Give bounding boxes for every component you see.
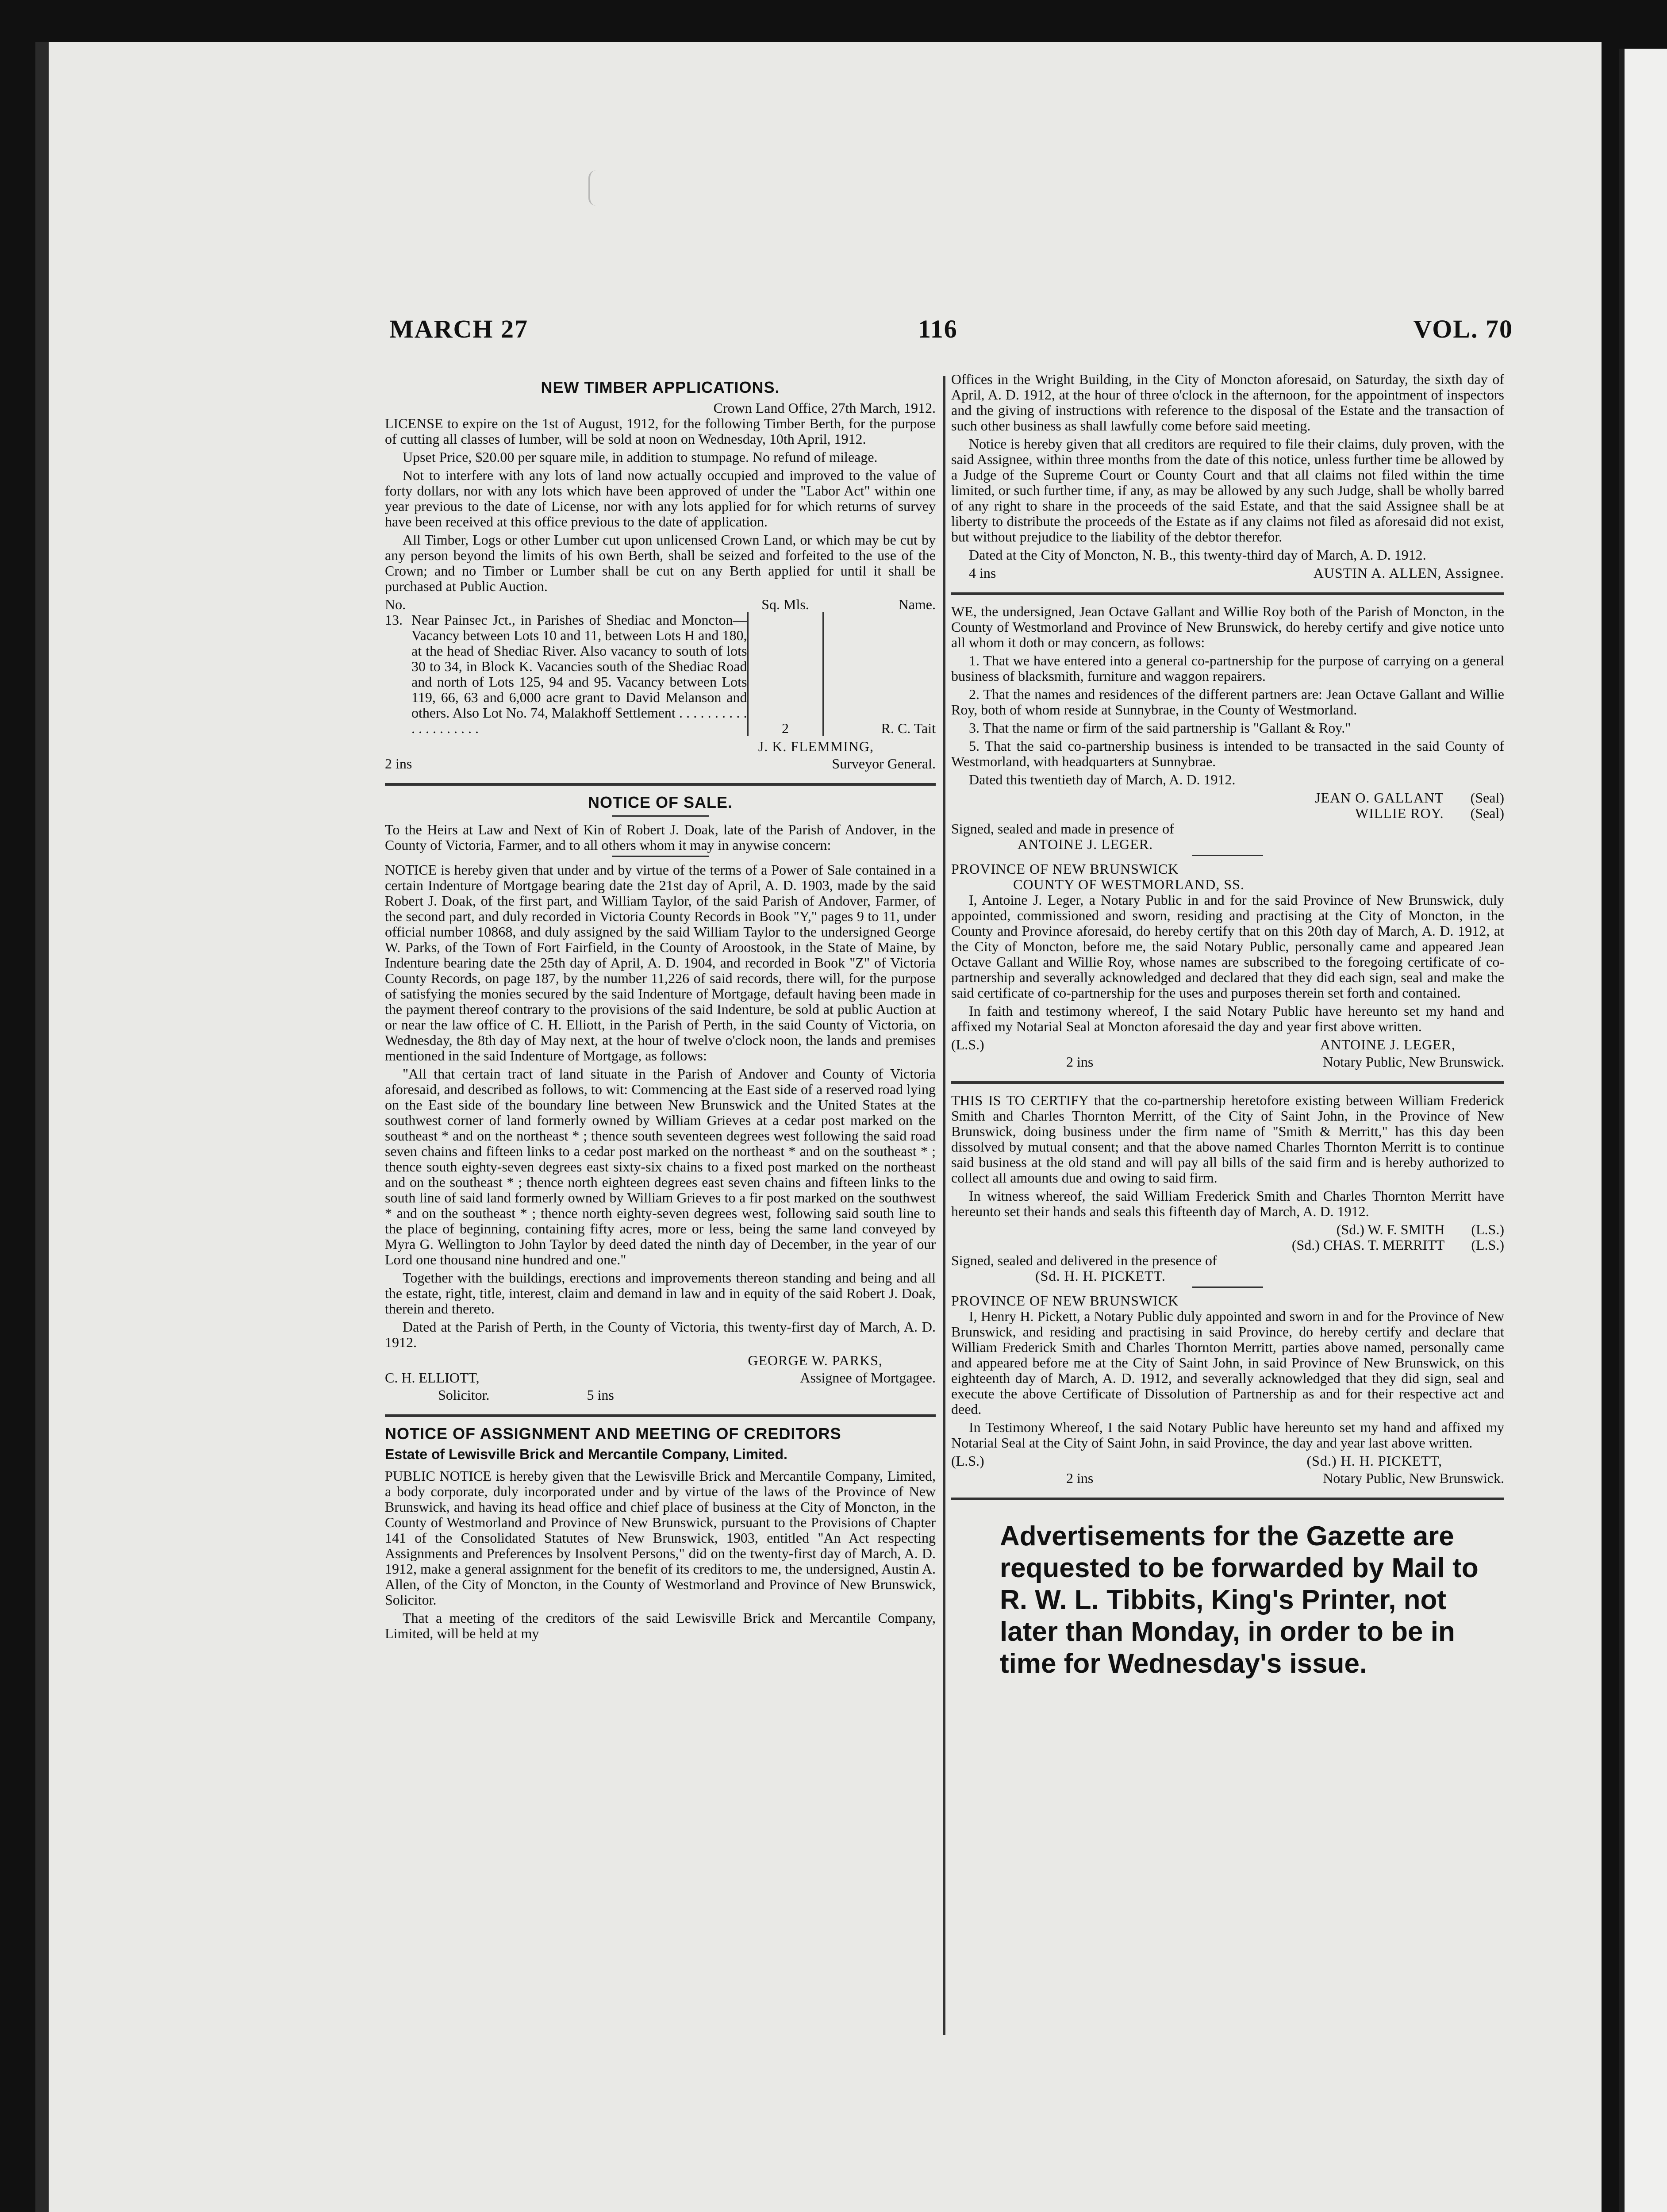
partnership-item-5: 5. That the said co-partnership business is intended to be transacted in the said County of Westmorland, with headquarters at Sunnybrae. <box>951 738 1504 769</box>
partnership-dated: Dated this twentieth day of March, A. D. 1912. <box>969 772 1236 787</box>
dissolution-sig-1 <box>951 1222 1504 1237</box>
seal-1: (Seal) <box>1470 790 1504 806</box>
partnership-witness-name: ANTOINE J. LEGER. <box>1018 836 1153 852</box>
timber-para-2: Upset Price, $20.00 per square mile, in addition to stumpage. No refund of mileage. <box>403 449 878 465</box>
ls-merritt: (L.S.) <box>1471 1237 1504 1253</box>
timber-signer: J. K. FLEMMING, <box>758 738 874 754</box>
entry-name: R. C. Tait <box>881 720 936 736</box>
partnership-notary-title: Notary Public, New Brunswick. <box>1323 1054 1504 1070</box>
title-underline <box>612 815 709 817</box>
volume-number: VOL. 70 <box>1413 315 1513 343</box>
dissolution-para-2: In witness whereof, the said William Frederick Smith and Charles Thornton Merritt have hereunto set their hands and seals this fifteenth day of March, A. D. 1912. <box>951 1188 1504 1219</box>
partnership-sig-2 <box>951 806 1504 821</box>
col-sq: Sq. Mls. <box>761 596 809 612</box>
dissolution-notary-line <box>951 1453 1504 1469</box>
timber-title: NEW TIMBER APPLICATIONS. <box>541 378 780 396</box>
assignment-para-4: Notice is hereby given that all creditors are required to file their claims, duly proven, with the said Assignee, within three months from the date of this notice, unless further time be allowed by a Judge of the Supreme Court or County Court and that all claims not filed within the time limited, or such further time, if any, as may be allowed by any such Judge, shall be wholly barred of any right to share in the proceeds of the said Estate, and that the said Assignee shall be at liberty to distribute the proceeds of the Estate as if any claims not filed as aforesaid did not exist, but without prejudice to the liability of the debtor therefor. <box>951 436 1504 545</box>
table-row <box>385 612 936 736</box>
address-underline <box>612 856 709 857</box>
partnership-notary-footer <box>951 1054 1504 1070</box>
timber-para-1: LICENSE to expire on the 1st of August, 1912, for the following Timber Berth, for the purpose of cutting all classes of lumber, will be sold at noon on Wednesday, 10th April, 1912. <box>385 415 936 447</box>
dissolution-notary-footer <box>951 1471 1504 1486</box>
entry-sq: 2 <box>748 612 823 736</box>
sale-footer-1 <box>385 1370 936 1386</box>
entry-desc: Near Painsec Jct., in Parishes of Shediac and Moncton—Vacancy between Lots 10 and 11, between Lots H and 180, at the head of Shediac River. Also vacancy to south of lots 30 to 34, in Block K. Vacancies south of the Shediac Road and north of Lots 125, 94 and 95. Vacancy between Lots 119, 66, 63 and 6,000 acre grant to David Melanson and others. Also Lot No. 74, Malakhoff Settlement . . . . . . . . . . . . . . . . . . . . <box>411 612 747 736</box>
assignment-para-5: Dated at the City of Moncton, N. B., this twenty-third day of March, A. D. 1912. <box>969 547 1426 563</box>
timber-table-header <box>385 597 936 612</box>
timber-table <box>385 597 936 736</box>
ls-smith: (L.S.) <box>1471 1221 1504 1237</box>
sale-notice <box>385 795 936 1403</box>
column-divider <box>943 376 945 2035</box>
assignment-title: NOTICE OF ASSIGNMENT AND MEETING OF CREDITORS <box>385 1425 841 1443</box>
adjacent-page-edge <box>1619 49 1667 2212</box>
sale-solicitor-title: Solicitor. <box>438 1387 490 1403</box>
partnership-item-3: 3. That the name or firm of the said partnership is "Gallant & Roy." <box>969 720 1351 736</box>
sale-para-2: "All that certain tract of land situate in the Parish of Andover and County of Victoria aforesaid, and described as follows, to wit: Commencing at the East side of a reserved road lying on the East side of the boundary line between New Brunswick and the United States at the southwest corner of land formerly owned by William Grieves at a cedar post marked on the southeast * and on the northeast * ; thence south seventeen degrees west following the said road seven chains and fifteen links to a cedar post marked on the northeast * and on the southeast * ; thence south eighty-seven degrees east sixty-six chains to a fixed post marked on the northeast and on the southeast * ; thence north eighteen degrees east seven chains and fifteen links to the south line of said land formerly owned by William Grieves to a fir post marked on the southwest * and on the southeast * ; thence north eighty-seven degrees west, following said south line to the place of beginning, containing fifty acres, more or less, being the same land conveyed by Myra G. Wellington to John Taylor by deed dated the ninth day of December, in the year of our Lord one thousand nine hundred and one." <box>385 1066 936 1267</box>
timber-ins: 2 ins <box>385 756 412 772</box>
gazette-advert-notice: Advertisements for the Gazette are requested to be forwarded by Mail to R. W. L. Tibbits, King's Printer, not later than Monday, in order to be in time for Wednesday's issue. <box>1000 1521 1479 1679</box>
dissolution-para-1: THIS IS TO CERTIFY that the co-partnership heretofore existing between William Frederick Smith and Charles Thornton Merritt, of the City of Saint John, in the Province of New Brunswick, doing business under the firm name of "Smith & Merritt," has this day been dissolved by mutual consent; and that the above named Charles Thornton Merritt is to continue said business at the old stand and will pay all bills of the said firm and is hereby authorized to collect all amounts due and owing to said firm. <box>951 1092 1504 1186</box>
timber-para-4: All Timber, Logs or other Lumber cut upon unlicensed Crown Land, or which may be cut by any person beyond the limits of his own Berth, shall be seized and forfeited to the use of the Crown; and no Timber or Lumber shall be cut on any Berth applied for until it shall be purchased at Public Auction. <box>385 532 936 594</box>
dissolution-cert: I, Henry H. Pickett, a Notary Public duly appointed and sworn in and for the Province of New Brunswick, and residing and practising in said Province, do hereby certify and declare that William Frederick Smith and Charles Thornton Merritt, parties above named, personally came and appeared before me at the City of Saint John, in said Province of New Brunswick, on this eighteenth day of March, A. D. 1912, and severally acknowledged that they did sign, seal and execute the above Certificate of Dissolution of Partnership as and for their respective act and deed. <box>951 1308 1504 1417</box>
seal-2: (Seal) <box>1470 805 1504 821</box>
sale-address: To the Heirs at Law and Next of Kin of Robert J. Doak, late of the Parish of Andover, in the County of Victoria, Farmer, and to all others whom it may in anywise concern: <box>385 822 936 853</box>
partnership-ins: 2 ins <box>1066 1054 1094 1070</box>
partnership-faith: In faith and testimony whereof, I the said Notary Public have hereunto set my hand and affixed my Notarial Seal at Moncton aforesaid the day and year first above written. <box>951 1003 1504 1034</box>
assignment-footer <box>951 565 1504 581</box>
sale-title: NOTICE OF SALE. <box>588 793 733 811</box>
dissolution-ins: 2 ins <box>1066 1470 1094 1486</box>
dissolution-province: PROVINCE OF NEW BRUNSWICK <box>951 1293 1179 1309</box>
sale-para-1: NOTICE is hereby given that under and by virtue of the terms of a Power of Sale contained in a certain Indenture of Mortgage bearing date the 21st day of April, A. D. 1903, made by the said Robert J. Doak, of the first part, and William Taylor, of the said Parish of Andover, Farmer, of the second part, and duly recorded in Victoria County Records in Book "Y," pages 9 to 11, under official number 10868, and duly assigned by the said William Taylor to the undersigned George W. Parks, of the Town of Fort Fairfield, in the County of Aroostook, in the State of Maine, by Indenture bearing date the 25th day of April, A. D. 1904, and recorded in Book "Z" of Victoria County Records, on page 187, by the number 11,226 of said records, there will, for the purpose of satisfying the monies secured by the said Indenture of Mortgage, default having been made in the payment thereof contrary to the provisions of the said Indenture, be sold at public Auction at or near the law office of C. H. Elliott, in the Parish of Perth, in the said County of Victoria, on Wednesday, the 8th day of May next, at the hour of twelve o'clock noon, the lands and premises mentioned in the said Indenture of Mortgage, as follows: <box>385 862 936 1064</box>
timber-office-line: Crown Land Office, 27th March, 1912. <box>713 400 936 416</box>
entry-no: 13. <box>385 612 403 628</box>
signature-merritt: (Sd.) CHAS. T. MERRITT <box>1291 1237 1445 1253</box>
section-divider <box>951 1498 1504 1500</box>
partnership-county: COUNTY OF WESTMORLAND, SS. <box>1013 876 1244 892</box>
assignment-para-1: PUBLIC NOTICE is hereby given that the Lewisville Brick and Mercantile Company, Limited, a body corporate, duly incorporated under and by virtue of the laws of the Province of New Brunswick, and having its head office and chief place of business at the City of Moncton, in the County of Westmorland and Province of New Brunswick, pursuant to the Provisions of Chapter 141 of the Consolidated Statutes of New Brunswick, 1903, entitled "An Act respecting Assignments and Preferences by Insolvent Persons," did on the twenty-first day of March, A. D. 1912, make a general assignment for the benefit of its creditors to me, the undersigned, Austin A. Allen, of the City of Moncton, in the County of Westmorland and Province of New Brunswick, Solicitor. <box>385 1468 936 1608</box>
left-column <box>385 372 936 1644</box>
dissolution-witness-name: (Sd. H. H. PICKETT. <box>1035 1268 1166 1284</box>
dissolution-testimony: In Testimony Whereof, I the said Notary Public have hereunto set my hand and affixed my Notarial Seal at the City of Saint John, in said Province, the day and year last above written. <box>951 1419 1504 1451</box>
partnership-province: PROVINCE OF NEW BRUNSWICK <box>951 861 1179 877</box>
partnership-notary: ANTOINE J. LEGER, <box>1320 1037 1456 1052</box>
header-date: MARCH 27 <box>389 315 529 343</box>
section-divider <box>385 1414 936 1417</box>
section-divider <box>951 592 1504 595</box>
partnership-sig-1 <box>951 790 1504 806</box>
witness-underline <box>1192 1286 1263 1288</box>
page-mark <box>588 170 603 206</box>
sale-signer: GEORGE W. PARKS, <box>748 1352 883 1368</box>
sale-para-4: Dated at the Parish of Perth, in the County of Victoria, this twenty-first day of March, A. D. 1912. <box>385 1319 936 1350</box>
dissolution-sig-2 <box>951 1237 1504 1253</box>
timber-footer <box>385 756 936 772</box>
timber-signer-title: Surveyor General. <box>832 756 936 772</box>
partnership-item-2: 2. That the names and residences of the different partners are: Jean Octave Gallant and Willie Roy, both of whom reside at Sunnybrae, in the County of Westmorland. <box>951 686 1504 718</box>
page-header <box>389 314 1513 354</box>
page-number: 116 <box>918 315 958 343</box>
col-desc-blank <box>411 597 748 612</box>
partnership-witness: Signed, sealed and made in presence of <box>951 821 1174 837</box>
sale-para-3: Together with the buildings, erections and improvements thereon standing and being and all the estate, right, title, interest, claim and demand in law and in equity of the said Robert J. Doak, therein and thereto. <box>385 1270 936 1317</box>
partnership-notary-line <box>951 1037 1504 1052</box>
assignment-ins: 4 ins <box>969 565 996 581</box>
section-divider <box>951 1081 1504 1084</box>
dissolution-notary: (Sd.) H. H. PICKETT, <box>1306 1453 1442 1469</box>
partnership-para-1: WE, the undersigned, Jean Octave Gallant and Willie Roy both of the Parish of Moncton, in the County of Westmorland and Province of New Brunswick, do hereby certify and give notice unto all whom it doth or may concern, as follows: <box>951 603 1504 650</box>
sale-footer-2 <box>385 1387 936 1403</box>
right-column <box>951 372 1504 1680</box>
assignment-subtitle: Estate of Lewisville Brick and Mercantile Company, Limited. <box>385 1446 787 1462</box>
sale-solicitor: C. H. ELLIOTT, <box>385 1370 480 1386</box>
col-name: Name. <box>898 596 936 612</box>
assignment-notice <box>385 1426 936 1641</box>
dissolution-notice <box>951 1093 1504 1486</box>
section-divider <box>385 783 936 786</box>
assignment-signer: AUSTIN A. ALLEN, Assignee. <box>1313 565 1504 581</box>
assignment-para-2: That a meeting of the creditors of the said Lewisville Brick and Mercantile Company, Limited, will be held at my <box>385 1610 936 1641</box>
col-no: No. <box>385 596 406 612</box>
timber-para-3: Not to interfere with any lots of land now actually occupied and improved to the value of forty dollars, nor with any lots which have been approved of under the "Labor Act" within one year previous to the date of License, nor with any lots applied for for which returns of survey have been received at this office previous to the date of application. <box>385 467 936 530</box>
assignment-para-3: Offices in the Wright Building, in the City of Moncton aforesaid, on Saturday, the sixth day of April, A. D. 1912, at the hour of three o'clock in the afternoon, for the appointment of inspectors and the giving of instructions with reference to the disposal of the Estate and the transaction of such other business as shall lawfully come before said meeting. <box>951 371 1504 434</box>
signature-gallant: JEAN O. GALLANT <box>1315 790 1444 806</box>
signature-smith: (Sd.) W. F. SMITH <box>1336 1221 1445 1237</box>
partnership-notice <box>951 604 1504 1070</box>
sale-signer-title: Assignee of Mortgagee. <box>800 1370 936 1386</box>
partnership-cert: I, Antoine J. Leger, a Notary Public in and for the said Province of New Brunswick, duly appointed, commissioned and sworn, residing and practising at the City of Moncton, in the County and Province aforesaid, do hereby certify that on this 20th day of March, A. D. 1912, at the City of Moncton, before me, the said Notary Public, personally came and appeared Jean Octave Gallant and Willie Roy, whose names are subscribed to the foregoing certificate of co-partnership and severally acknowledged and declared that they did each sign, seal and make the said certificate of co-partnership for the uses and purposes therein set forth and contained. <box>951 892 1504 1001</box>
sale-ins: 5 ins <box>587 1387 614 1403</box>
witness-underline <box>1192 855 1263 856</box>
dissolution-notary-title: Notary Public, New Brunswick. <box>1323 1470 1504 1486</box>
assignment-continued <box>951 372 1504 581</box>
dissolution-witness: Signed, sealed and delivered in the presence of <box>951 1252 1217 1268</box>
partnership-item-1: 1. That we have entered into a general co-partnership for the purpose of carrying on a general business of blacksmith, furniture and waggon repairers. <box>951 653 1504 684</box>
partnership-ls: (L.S.) <box>951 1037 984 1052</box>
timber-notice <box>385 380 936 772</box>
signature-roy: WILLIE ROY. <box>1355 805 1444 821</box>
dissolution-ls: (L.S.) <box>951 1453 984 1469</box>
